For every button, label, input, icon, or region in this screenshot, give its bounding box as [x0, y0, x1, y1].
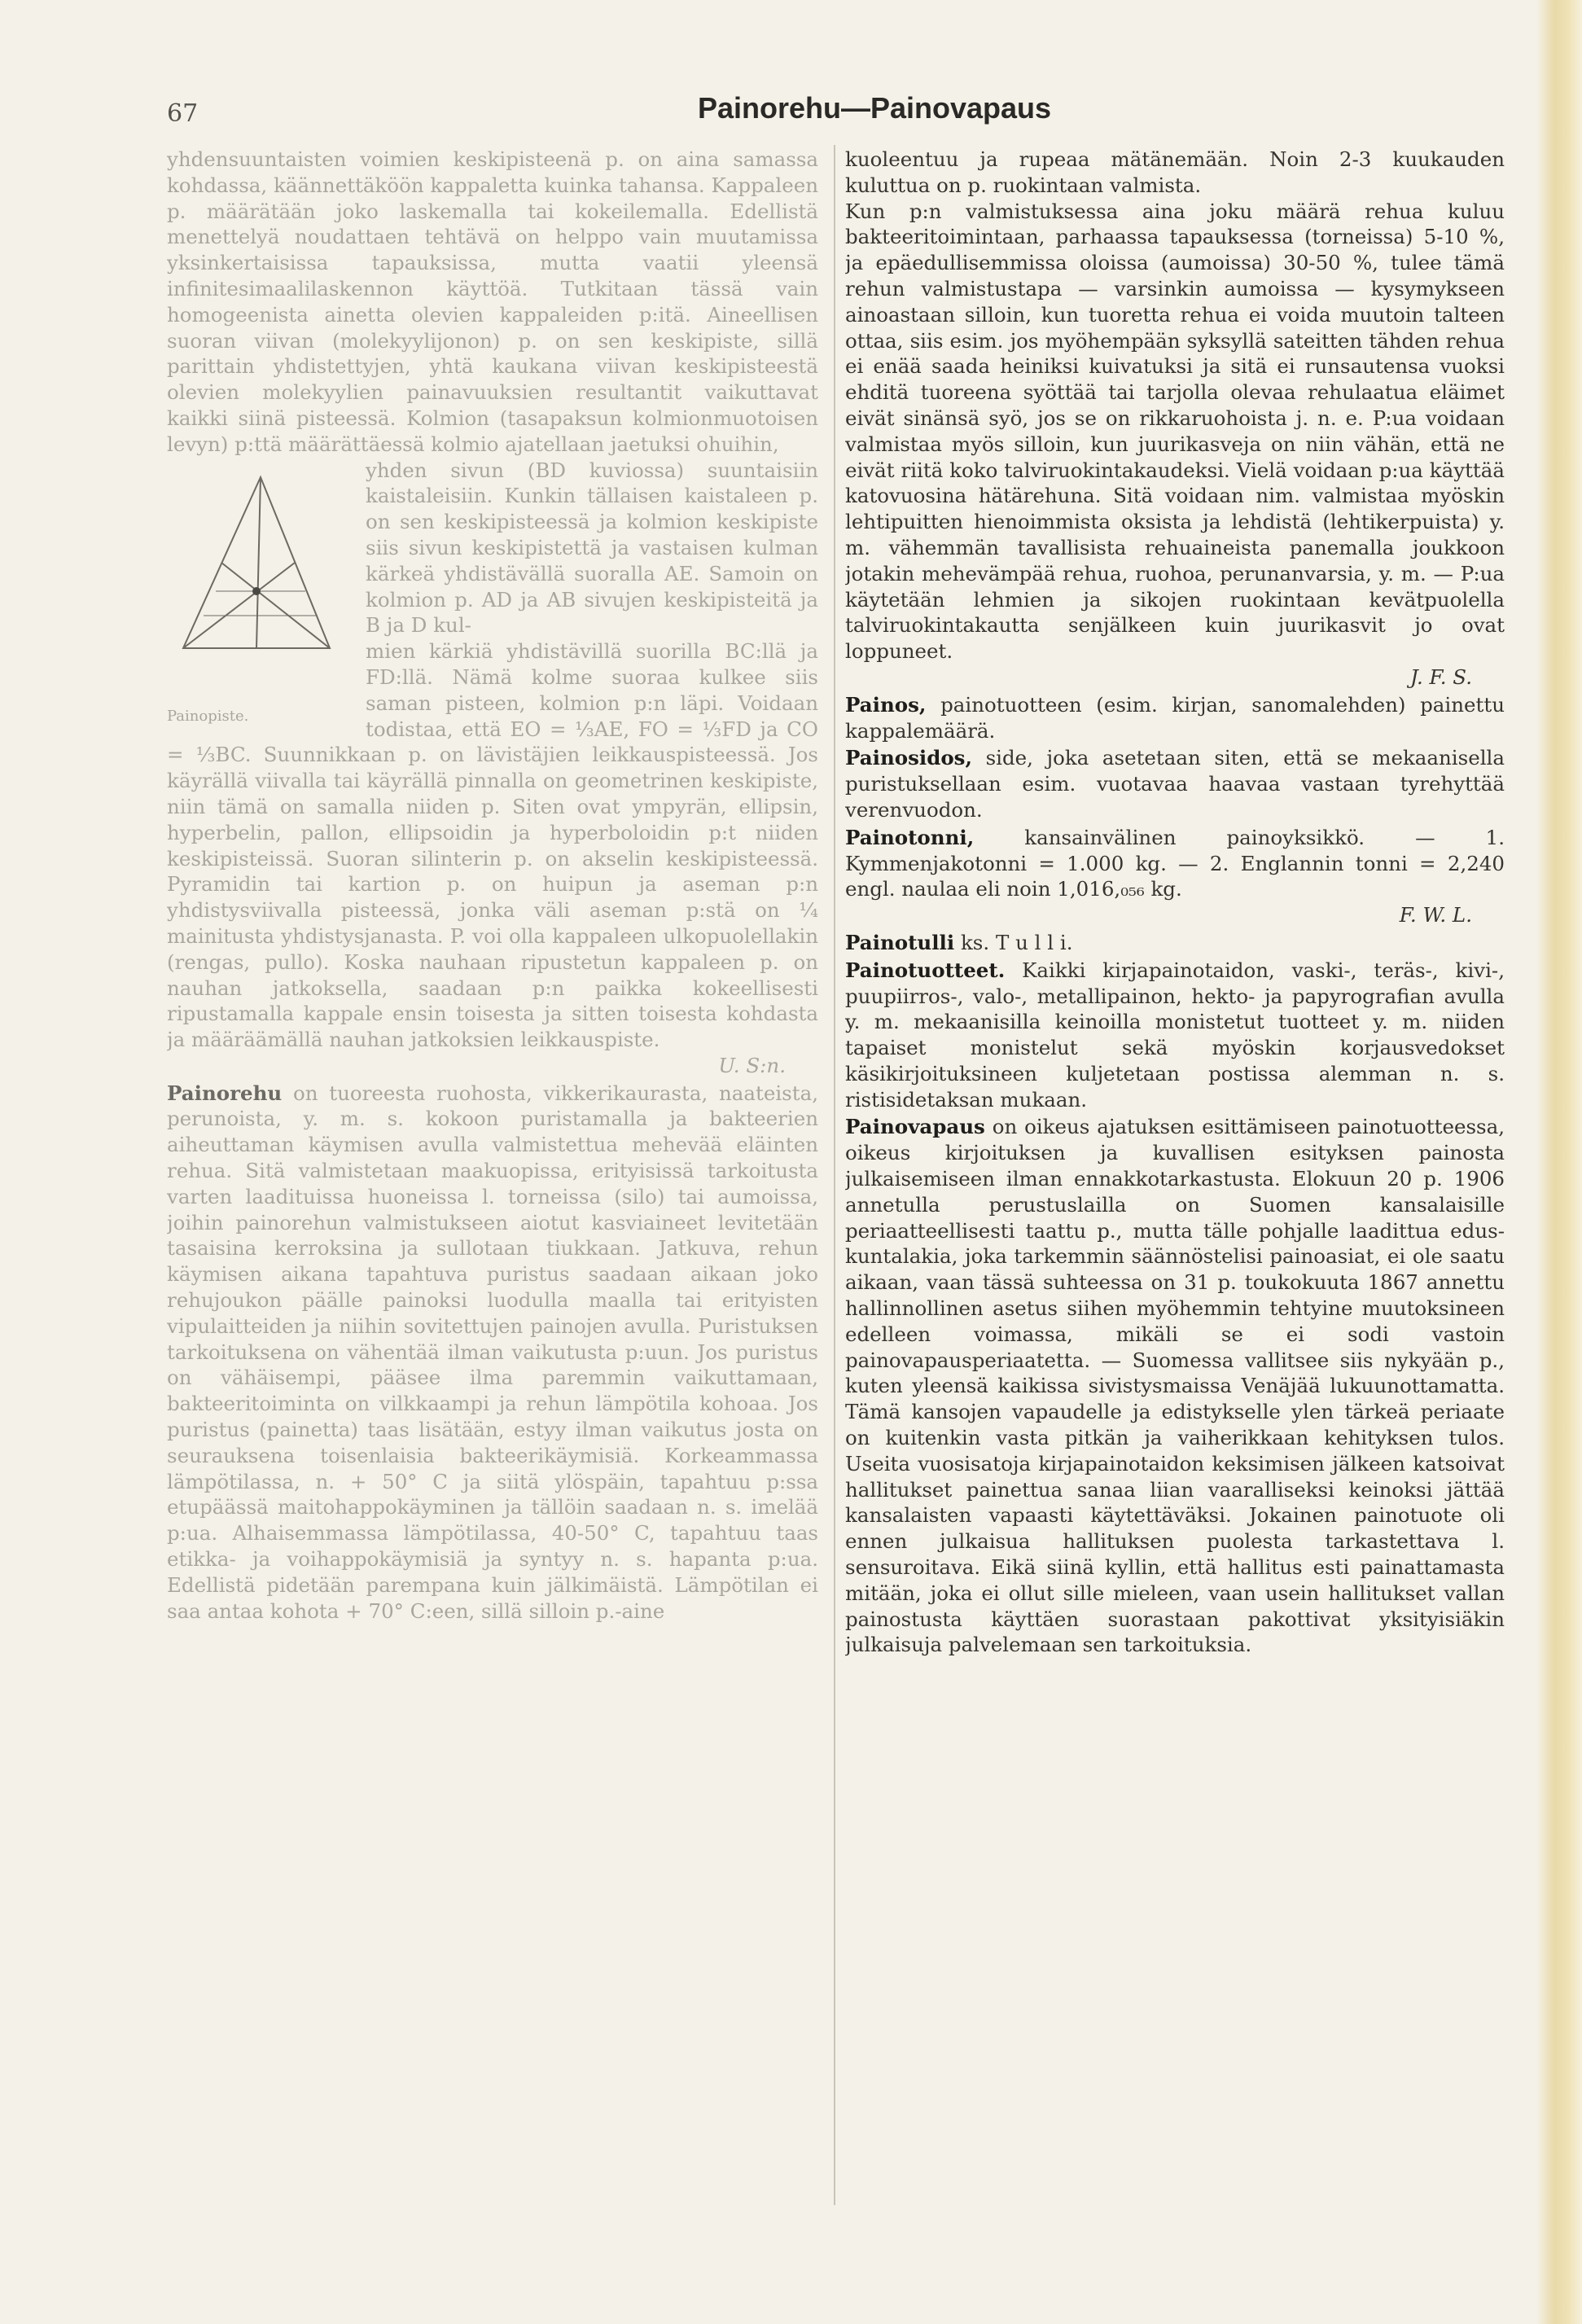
left-body: mien kärkiä yhdistävillä suorilla BC:llä ja FD:llä. Nämä kolme suoraa kulkee siis saman pisteen, kolmion p:n läpi. Voidaan todistaa, että EO = ⅓AE, FO = ⅓FD ja CO = ⅓BC. Suunnikkaan p. on lävistäjien leikkauspisteessä. Jos käyrällä viivalla tai käyrällä pinnalla on geometrinen keskipiste, niin tämä on samalla niiden p. Siten ovat ympyrän, ellipsin, hyperbelin, pallon, ellipsoidin ja hyperboloidin p:t niiden keskipisteissä. Suoran silinterin p. on akselin keskipisteessä. Pyramidin tai kartion p. on huipun ja aseman p:n yhdistysviivalla pisteessä, jonka väli aseman p:stä on ¼ mainitusta yhdistysjanasta. P. voi olla kappaleen ulkopuolellakin (rengas, pullo). Koska nauhaan ripustetun kappaleen p. on nauhan jatkoksella, saadaan p:n paikka kokeellisesti ripustamalla kappale ensin toisesta ja sitten toisesta kohdasta ja määräämällä nauhan jatkoksien leikkauspiste. [167, 639, 818, 1052]
right-para-2: Kun p:n valmistuksessa aina joku määrä rehua kuluu bakteeritoimintaan, parhaassa tapauksessa (torneissa) 5-10 %, ja epäedullisemmissa oloissa (aumoissa) 30-50 %, tulee tämä rehun valmistustapa — varsinkin aumoissa — kysymykseen ainoastaan silloin, kun tuoretta rehua ei voida muutoin talteen ottaa, siis esim. jos myöhempään syksyllä sateitten tähden rehua ei enää saada heiniksi kuivatuksi ja sitä ei runsautensa vuoksi ehditä tuoreena syöttää tai tarjolla olevaa rehulaatua eläimet eivät sinänsä syö, jos se on rikkaruohoista j. n. e. P:ua voidaan valmistaa myös silloin, kun juurikasveja on niin vähän, että ne eivät riitä koko talviruokintakaudeksi. Vielä voidaan p:ua käyttää katovuosina hätärehuna. Sitä voidaan nim. valmistaa myöskin lehtipuitten hienoimmista oksista ja lehdistä (lehtikerpuista) y. m. vähemmän tavallisista rehuaineista panemalla joukkoon jotakin mehevämpää rehua, ruohoa, perunanvarsia, y. m. — P:ua käytetään lehmien ja sikojen ruokintaan kevätpuolella talviruokintakautta senjälkeen kuin juurikasvit jo ovat loppuneet. [845, 199, 1505, 664]
entry-painotuotteet [845, 958, 1505, 1113]
left-intro: yhdensuuntaisten voimien keskipisteenä p. on aina samassa kohdassa, käännettäköön kappaletta kuinka tahansa. Kappaleen p. määrätään joko laskemalla tai kokeilemalla. Edellistä menettelyä noudattaen tehtävä on helppo vain muutamissa yksinkertaisissa tapauksissa, mutta vaatii yleensä infinitesimaalilaskennon käyttöä. Tutkitaan tässä vain homogeenista ainetta olevien kappaleiden p:itä. Aineellisen suoran viivan (molekyylijonon) p. on sen keskipiste, sillä parittain yhdistettyjen, yhtä kaukana viivan keskipisteestä olevien molekyylien painavuuksien resultantit vaikuttavat kaikki siinä pisteessä. Kolmion (tasapaksun kolmionmuotoisen levyn) p:ttä määrättäessä kolmio ajatellaan jaetuksi ohuihin, [167, 147, 818, 456]
entry-head-painovapaus: Painovapaus [845, 1115, 985, 1139]
entry-text-painovapaus: on oikeus ajatuksen esittämiseen painotuotteessa, oikeus kirjoituksen ja kuvallisen esityksen painosta julkaisemiseen ilman ennakkotarkastusta. Elokuun 20 p. 1906 annetulla perustuslailla on Suomen kansalaisille periaatteellisesti taattu p., mutta tälle pohjalle laadittua edus-kuntalakia, joka tarkemmin säännöstelisi painoasiat, ei ole saatu aikaan, vaan tässä suhteessa on 31 p. toukokuuta 1867 annettu hallinnollinen asetus siihen myöhemmin tehtyine muutoksineen edelleen voimassa, mikäli se ei sodi vastoin painovapausperiaatetta. — Suomessa vallitsee siis nykyään p., kuten yleensä kaikissa sivistysmaissa Venäjää lukuunottamatta. Tämä kansojen vapaudelle ja edistykselle ylen tärkeä periaate on kuitenkin vasta pitkän ja vaiherikkaan kehityksen tulos. Useita vuosisatoja kirjapainotaidon keksimisen jälkeen katsoivat hallitukset painettua sanaa liian vaaralliseksi keinoksi jättää kansalaisten vapaasti käytettäväksi. Jokainen painotuote oli ennen julkaisua hallituksen puolesta tarkastettava l. sensuroitava. Eikä siinä kyllin, että hallitus esti painattamasta mitään, joka ei ollut sille mieleen, vaan usein hallitukset vallan painostusta käyttäen suorastaan pakottivat yksityisiäkin julkaisuja palvelemaan sen tarkoituksia. [845, 1115, 1505, 1657]
right-signature-2: F. W. L. [1399, 903, 1472, 927]
entry-text-painos: painotuotteen (esim. kirjan, sanomalehden) painettu kappalemäärä. [845, 692, 1505, 743]
entry-head-painotonni: Painotonni, [845, 825, 975, 849]
entry-painos [845, 692, 1505, 744]
entry-text-painosidos: side, joka asetetaan siten, että se mekaanisella puristuksellaan esim. vuotavaa haavaa vastaan tyrehyttää verenvuodon. [845, 746, 1505, 822]
triangle-diagram-icon [167, 461, 354, 705]
page-header [167, 91, 1582, 140]
entry-head-painos: Painos, [845, 692, 927, 717]
entry-head-painotuotteet: Painotuotteet. [845, 958, 1006, 982]
entry-painotulli [845, 930, 1505, 956]
right-column [845, 147, 1505, 2231]
left-column [167, 147, 818, 2231]
running-title: Painorehu—Painovapaus [697, 91, 1052, 125]
entry-head-painorehu: Painorehu [167, 1081, 283, 1105]
right-para-1: kuoleentuu ja rupeaa mätänemään. Noin 2-3 kuukauden kuluttua on p. ruokintaan valmista. [845, 147, 1505, 197]
column-divider [834, 145, 835, 2205]
right-signature-1: J. F. S. [1410, 664, 1472, 689]
entry-text-painotuotteet: Kaikki kirjapainotaidon, vaski-, teräs-, kivi-, puupiirros-, valo-, metallipainon, hekto- ja papyrografian avulla y. m. mekaanisilla keinoilla monistetut tuotteet y. m. niiden tapaiset monistelut sekä myöskin korjausvedokset käsikirjoituksineen kuljetetaan postissa alemman n. s. ristisidetaksan mukaan. [845, 958, 1505, 1112]
entry-text-painotonni: kansainvälinen painoyksikkö. — 1. Kymmenjakotonni = 1.000 kg. — 2. Englannin tonni = 2,240 engl. naulaa eli noin 1,016,₀₅₆ kg. [845, 825, 1505, 901]
entry-painovapaus [845, 1114, 1505, 1658]
entry-painotonni [845, 825, 1505, 902]
left-figure-text: yhden sivun (BD kuviossa) suuntaisiin kaistaleisiin. Kunkin tällaisen kaistaleen p. on sen keskipisteessä ja kolmion keskipiste siis sivun keskipistettä ja vastaisen kulman kärkeä yhdistävällä suoralla AE. Samoin on kolmion p. AD ja AB sivujen keskipisteitä ja B ja D kul- [366, 458, 818, 638]
entry-head-painosidos: Painosidos, [845, 746, 972, 770]
left-signature: U. S:n. [718, 1053, 786, 1077]
entry-head-painotulli: Painotulli [845, 930, 955, 954]
entry-painosidos [845, 745, 1505, 822]
triangle-figure [167, 461, 354, 730]
figure-caption: Painopiste. [167, 707, 249, 725]
page-number-left: 67 [167, 99, 199, 128]
page-edge [1536, 0, 1582, 2324]
entry-painorehu [167, 1081, 818, 1625]
entry-text-painorehu: on tuoreesta ruohosta, vikkerikaurasta, naateista, perunoista, y. m. s. kokoon puristamalla ja bakteerien aiheuttaman käymisen avulla valmistettua mehevää eläinten rehua. Sitä valmistetaan maakuopissa, erityisissä tarkoitusta varten laadituissa huoneissa l. torneissa (silo) tai aumoissa, joihin painorehun valmistukseen aiotut kasviaineet levitetään tasaisina kerroksina ja sullotaan tiukkaan. Jatkuva, rehun käymisen aikana tapahtuva puristus saadaan aikaan joko rehujoukon päälle painoksi luodulla maalla tai erityisten vipulaitteiden ja niihin sovitettujen painojen avulla. Puristuksen tarkoituksena on vähentää ilman vaikutusta p:uun. Jos puristus on vähäisempi, pääsee ilma paremmin vaikuttamaan, bakteeritoiminta on vilkkaampi ja rehun lämpötila kohoaa. Jos puristus (painetta) taas lisätään, estyy ilman vaikutus josta on seurauksena toisenlaisia bakteerikäymisiä. Korkeammassa lämpötilassa, n. + 50° C ja siitä ylöspäin, tapahtuu p:ssa etupäässä maitohappokäyminen ja tällöin saadaan n. s. imelää p:ua. Alhaisemmassa lämpötilassa, 40-50° C, tapahtuu taas etikka- ja voihappokäymisiä ja syntyy n. s. hapanta p:ua. Edellistä pidetään parempana kuin jälkimäistä. Lämpötilan ei saa antaa kohota + 70° C:een, sillä silloin p.-aine [167, 1081, 818, 1623]
entry-text-painotulli: ks. T u l l i. [960, 930, 1073, 954]
